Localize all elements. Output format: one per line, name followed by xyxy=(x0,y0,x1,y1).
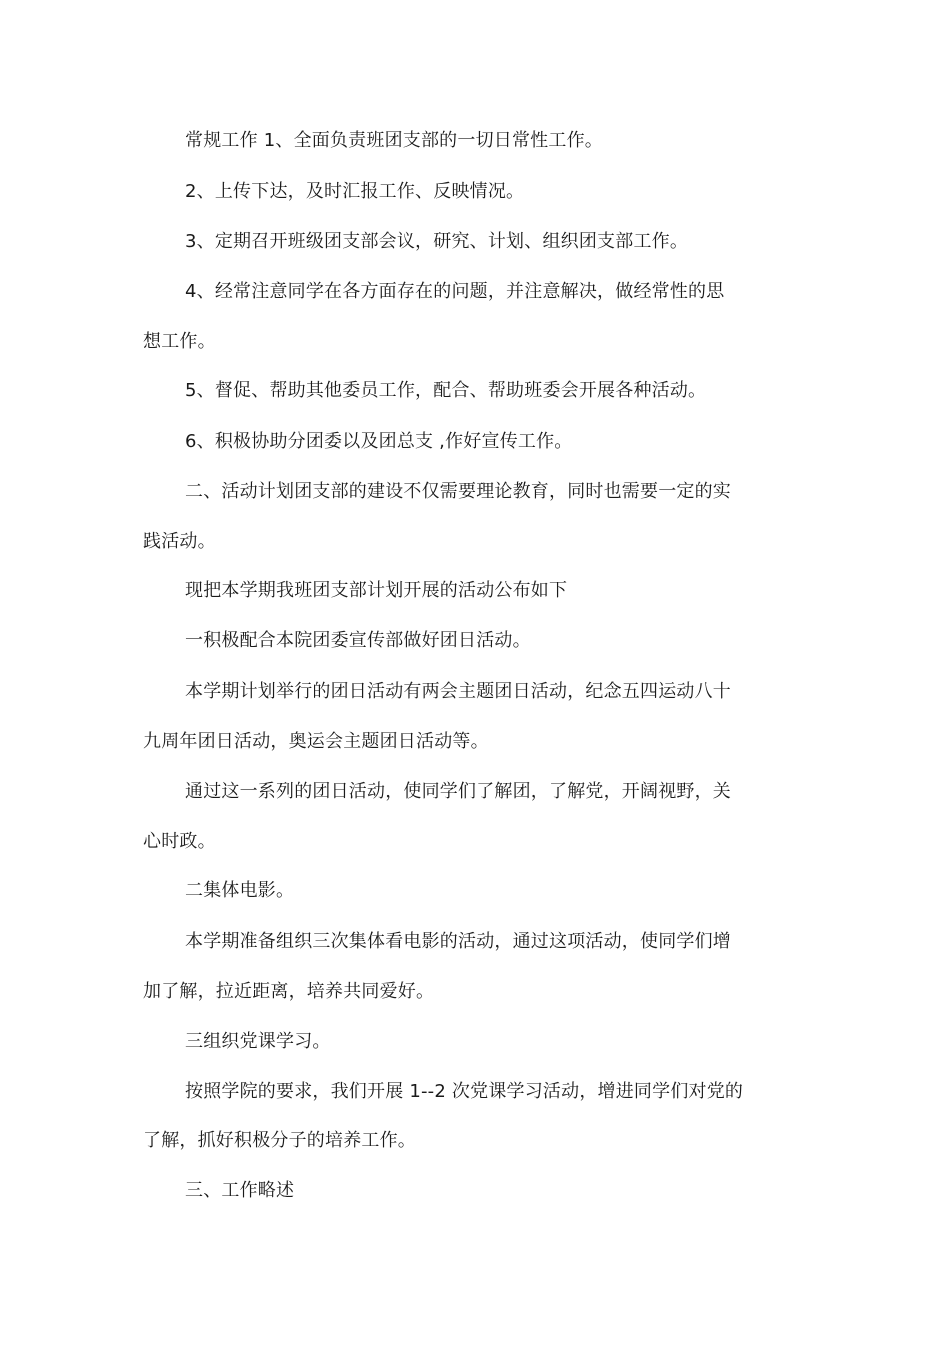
paragraph-line: 常规工作 1、全面负责班团支部的一切日常性工作。 xyxy=(185,130,603,151)
paragraph-line: 通过这一系列的团日活动，使同学们了解团，了解党，开阔视野，关 xyxy=(185,781,731,802)
paragraph-line: 4、经常注意同学在各方面存在的问题，并注意解决，做经常性的思 xyxy=(185,281,725,302)
paragraph-line: 本学期计划举行的团日活动有两会主题团日活动，纪念五四运动八十 xyxy=(185,681,731,702)
paragraph-line: 想工作。 xyxy=(143,331,216,352)
paragraph-line: 2、上传下达，及时汇报工作、反映情况。 xyxy=(185,181,525,202)
paragraph-line: 现把本学期我班团支部计划开展的活动公布如下 xyxy=(185,580,568,601)
paragraph-line: 加了解，拉近距离，培养共同爱好。 xyxy=(143,981,435,1002)
paragraph-line: 三组织党课学习。 xyxy=(185,1031,331,1052)
paragraph-line: 5、督促、帮助其他委员工作，配合、帮助班委会开展各种活动。 xyxy=(185,380,707,401)
paragraph-line: 二集体电影。 xyxy=(185,880,295,901)
paragraph-line: 按照学院的要求，我们开展 1--2 次党课学习活动，增进同学们对党的 xyxy=(185,1081,744,1102)
section-heading: 三、工作略述 xyxy=(185,1180,295,1201)
paragraph-line: 3、定期召开班级团支部会议，研究、计划、组织团支部工作。 xyxy=(185,231,689,252)
paragraph-line: 6、积极协助分团委以及团总支 ,作好宣传工作。 xyxy=(185,431,573,452)
paragraph-line: 心时政。 xyxy=(143,831,216,852)
paragraph-line: 践活动。 xyxy=(143,531,216,552)
paragraph-line: 一积极配合本院团委宣传部做好团日活动。 xyxy=(185,630,531,651)
paragraph-line: 了解，抓好积极分子的培养工作。 xyxy=(143,1130,416,1151)
paragraph-line: 本学期准备组织三次集体看电影的活动，通过这项活动，使同学们增 xyxy=(185,931,731,952)
paragraph-line: 九周年团日活动，奥运会主题团日活动等。 xyxy=(143,731,489,752)
paragraph-line: 二、活动计划团支部的建设不仅需要理论教育，同时也需要一定的实 xyxy=(185,481,731,502)
